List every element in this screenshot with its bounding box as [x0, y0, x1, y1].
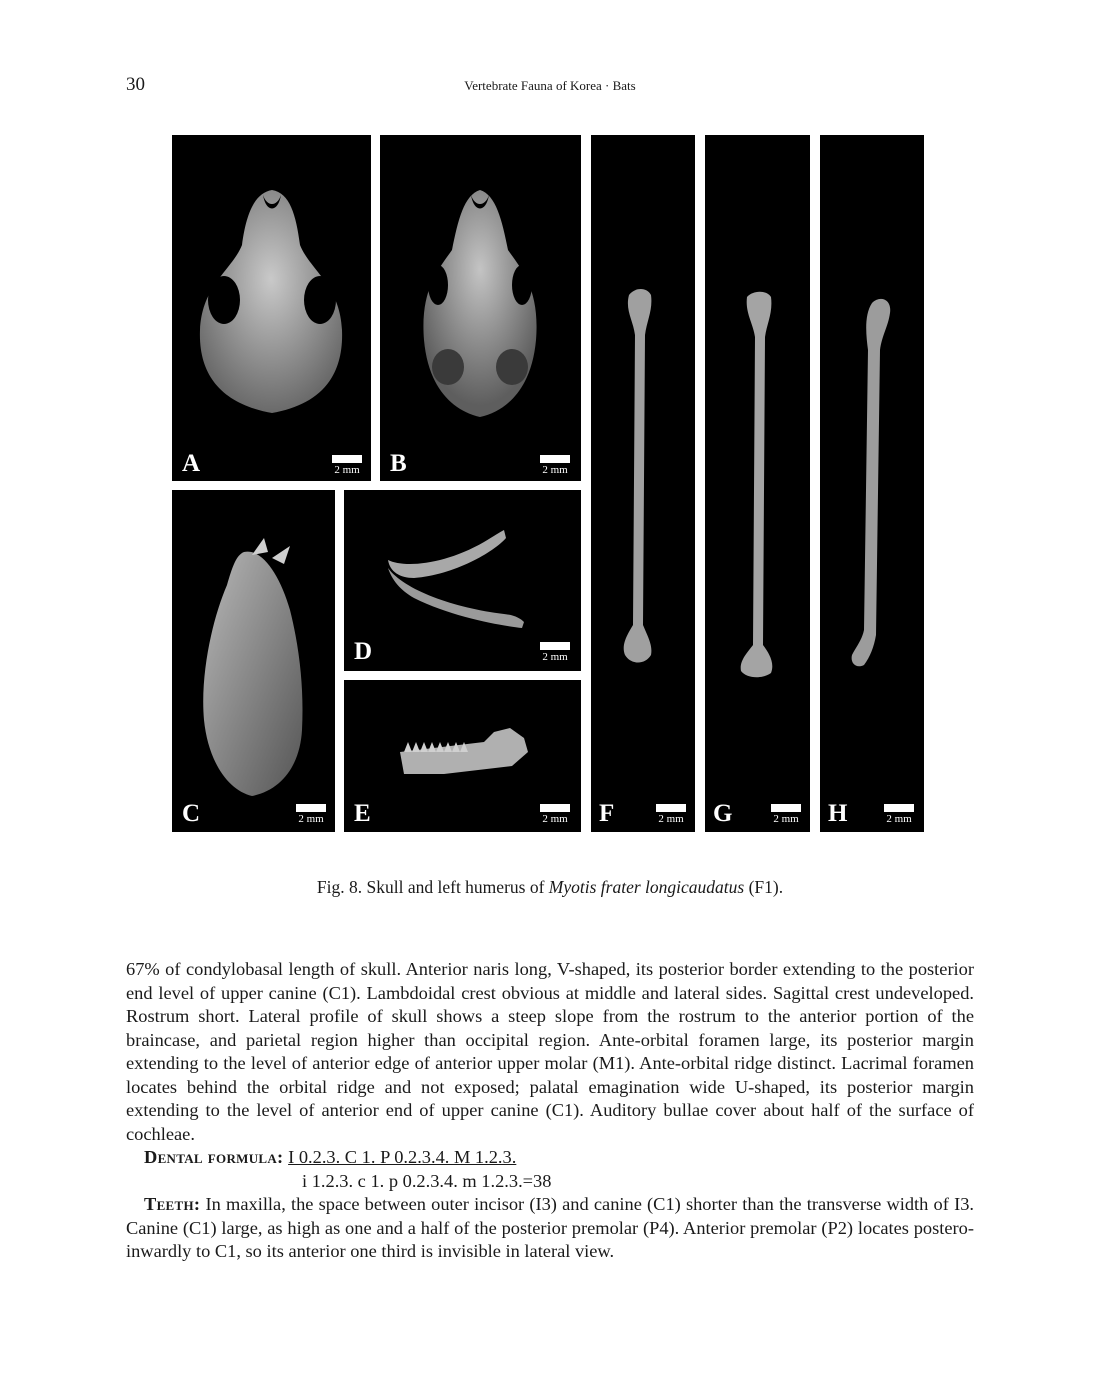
skull-dorsal-image: [172, 135, 371, 481]
panel-label-e: E: [354, 800, 371, 827]
panel-label-g: G: [713, 800, 733, 827]
panel-label-d: D: [354, 638, 373, 665]
panel-label-c: C: [182, 800, 201, 827]
humerus-image-h: [820, 135, 924, 832]
scale-bar-e: 2 mm: [532, 804, 578, 825]
dental-formula-label: Dental formula:: [144, 1147, 284, 1167]
running-header: Vertebrate Fauna of Korea · Bats: [464, 78, 636, 93]
caption-suffix: (F1).: [744, 877, 784, 897]
body-text: [126, 958, 974, 1264]
teeth-label: Teeth:: [144, 1194, 201, 1214]
scale-bar-h: 2 mm: [876, 804, 922, 825]
humerus-image-f: [591, 135, 695, 832]
skull-ventral-image: [380, 135, 581, 481]
panel-label-f: F: [599, 800, 615, 827]
page-number: 30: [126, 74, 145, 95]
paragraph-skull-description: 67% of condylobasal length of skull. Anterior naris long, V-shaped, its posterior border extending to the posterior end level of upper canine (C1). Lambdoidal crest obvious at middle and lateral sides. Sagittal crest undeveloped. Rostrum short. Lateral profile of skull shows a steep slope from the rostrum to the anterior portion of the braincase, and parietal region higher than occipital region. Ante-orbital foramen large, its posterior margin extending to the level of anterior edge of anterior upper molar (M1). Ante-orbital ridge distinct. Lacrimal foramen locates behind the orbital ridge and not exposed; palatal emagination wide U-shaped, its posterior margin extending to the level of anterior end of upper canine (C1). Auditory bullae cover about half of the surface of cochleae.: [126, 959, 974, 1144]
panel-label-b: B: [390, 450, 407, 477]
figure-panel-f: [591, 135, 695, 832]
dental-formula: [126, 1146, 974, 1193]
scale-bar-g: 2 mm: [763, 804, 809, 825]
scale-bar-f: 2 mm: [648, 804, 694, 825]
figure-panel-h: [820, 135, 924, 832]
scale-bar-c: 2 mm: [288, 804, 334, 825]
humerus-image-g: [705, 135, 810, 832]
scale-bar-a: 2 mm: [324, 455, 370, 476]
figure-panel-c: [172, 490, 335, 832]
figure-panel-g: [705, 135, 810, 832]
caption-species: Myotis frater longicaudatus: [548, 877, 745, 897]
figure-panel-d: [344, 490, 581, 671]
dental-formula-lower: i 1.2.3. c 1. p 0.2.3.4. m 1.2.3.=38: [302, 1170, 552, 1191]
panel-label-a: A: [182, 450, 201, 477]
scale-bar-b: 2 mm: [532, 455, 578, 476]
scale-bar-d: 2 mm: [532, 642, 578, 663]
skull-lateral-image: [172, 490, 335, 832]
caption-prefix: Fig. 8. Skull and left humerus of: [316, 877, 549, 897]
paragraph-teeth: [126, 1193, 974, 1264]
dental-formula-upper: I 0.2.3. C 1. P 0.2.3.4. M 1.2.3.: [288, 1147, 517, 1167]
figure-panel-a: [172, 135, 371, 481]
figure-panel-e: [344, 680, 581, 832]
panel-label-h: H: [828, 800, 848, 827]
teeth-text: In maxilla, the space between outer incisor (I3) and canine (C1) shorter than the transverse width of I3. Canine (C1) large, as high as one and a half of the posterior premolar (P4). Anterior premolar (P2) locates postero-inwardly to C1, so its anterior one third is invisible in lateral view.: [126, 1194, 974, 1261]
figure-panel-b: [380, 135, 581, 481]
figure-caption: [0, 877, 1100, 898]
